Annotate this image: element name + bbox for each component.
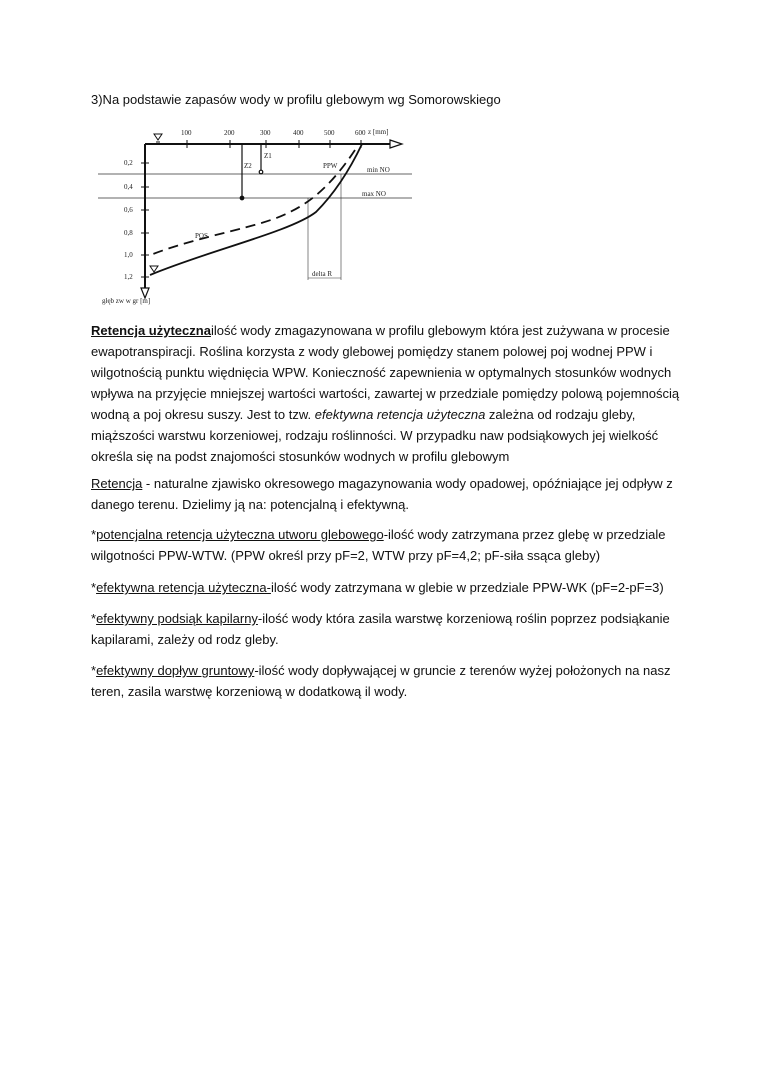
bullet: * xyxy=(91,663,97,678)
max-no-label: max NO xyxy=(362,190,386,198)
x-axis-arrow xyxy=(390,140,402,148)
paragraph-doplyw xyxy=(91,660,681,702)
y-tick-label: 0,2 xyxy=(124,159,133,167)
text: ilość wody zmagazynowana w profilu glebowym która jest zużywana w procesie ewapotranspiracji. Roślina korzysta z wody glebowej pomiędzy stanem polowej poj wodnej PPW i wilgotnością punktu więdnięcia WPW. Konieczność zapewnienia w optymalnych stosunków wodnych wpływa na przyjęcie mniejszej wartości wartości, zawartej w przedziale pomiędzy polową pojemnością wodną a poj okresu suszy. Jest to tzw. xyxy=(91,323,680,422)
delta-r-label: delta R xyxy=(312,270,333,278)
bullet: * xyxy=(91,527,97,542)
italic-term: efektywna retencja użyteczna xyxy=(314,407,486,422)
water-level-bottom-icon xyxy=(150,266,158,272)
term: Retencja xyxy=(91,476,143,491)
term: potencjalna retencja użyteczna utworu glebowego xyxy=(96,527,384,542)
paragraph-retencja-uzyteczna xyxy=(91,320,681,467)
text: -ilość wody która zasila warstwę korzeniową roślin poprzez podsiąkanie kapilarami, zależy od rodz gleby. xyxy=(91,611,670,647)
section-heading: 3)Na podstawie zapasów wody w profilu glebowym wg Somorowskiego xyxy=(91,92,501,107)
bullet: * xyxy=(91,611,97,626)
x-tick-label: 200 xyxy=(224,129,235,137)
term: efektywna retencja użyteczna- xyxy=(96,580,271,595)
y-tick-label: 1,2 xyxy=(124,273,133,281)
paragraph-potencjalna xyxy=(91,524,681,566)
paragraph-efektywna xyxy=(91,577,681,598)
y-tick-label: 0,6 xyxy=(124,206,133,214)
soil-water-profile-diagram xyxy=(90,120,420,310)
text: ilość wody zatrzymana w glebie w przedziale PPW-WK (pF=2-pF=3) xyxy=(270,580,664,595)
pos-label: POS xyxy=(195,232,208,240)
text: - naturalne zjawisko okresowego magazynowania wody opadowej, opóźniające jej odpływ z danego terenu. Dzielimy ją na: potencjalną i efektywną. xyxy=(91,476,673,512)
z2-end xyxy=(240,196,244,200)
bullet: * xyxy=(91,580,97,595)
ppw-label: PPW xyxy=(323,162,338,170)
y-tick-label: 1,0 xyxy=(124,251,133,259)
z2-label: Z2 xyxy=(244,162,252,170)
x-tick-label: 300 xyxy=(260,129,271,137)
term: Retencja użyteczna xyxy=(91,323,211,338)
min-no-label: min NO xyxy=(367,166,390,174)
x-tick-label: 100 xyxy=(181,129,192,137)
y-tick-label: 0,8 xyxy=(124,229,133,237)
x-tick-label: 500 xyxy=(324,129,335,137)
z1-end xyxy=(259,170,263,174)
text: -ilość wody dopływającej w gruncie z terenów wyżej położonych na nasz teren, zasila warstwę korzeniową w dodatkową il wody. xyxy=(91,663,671,699)
x-tick-label: 600 xyxy=(355,129,366,137)
y-axis-label: głęb zw w gr [m] xyxy=(102,297,151,305)
text: zależna od rodzaju gleby, miąższości warstwu korzeniowej, rodzaju roślinności. W przypadku naw podsiąkowych jej wielkość określa się na podst znajomości stosunków wodnych w profilu glebowym xyxy=(91,407,659,464)
term: efektywny podsiąk kapilarny xyxy=(96,611,258,626)
paragraph-podsiak xyxy=(91,608,681,650)
z1-label: Z1 xyxy=(264,152,272,160)
term: efektywny dopływ gruntowy xyxy=(96,663,255,678)
text: -ilość wody zatrzymana przez glebę w przedziale wilgotności PPW-WTW. (PPW określ przy pF=2, WTW przy pF=4,2; pF-siła ssąca gleby) xyxy=(91,527,666,563)
water-level-top-icon xyxy=(154,134,162,142)
y-tick-label: 0,4 xyxy=(124,183,133,191)
paragraph-retencja xyxy=(91,473,681,515)
x-axis-label: z [mm] xyxy=(368,128,389,136)
x-tick-label: 400 xyxy=(293,129,304,137)
axes xyxy=(141,140,402,298)
z-markers xyxy=(240,145,263,200)
